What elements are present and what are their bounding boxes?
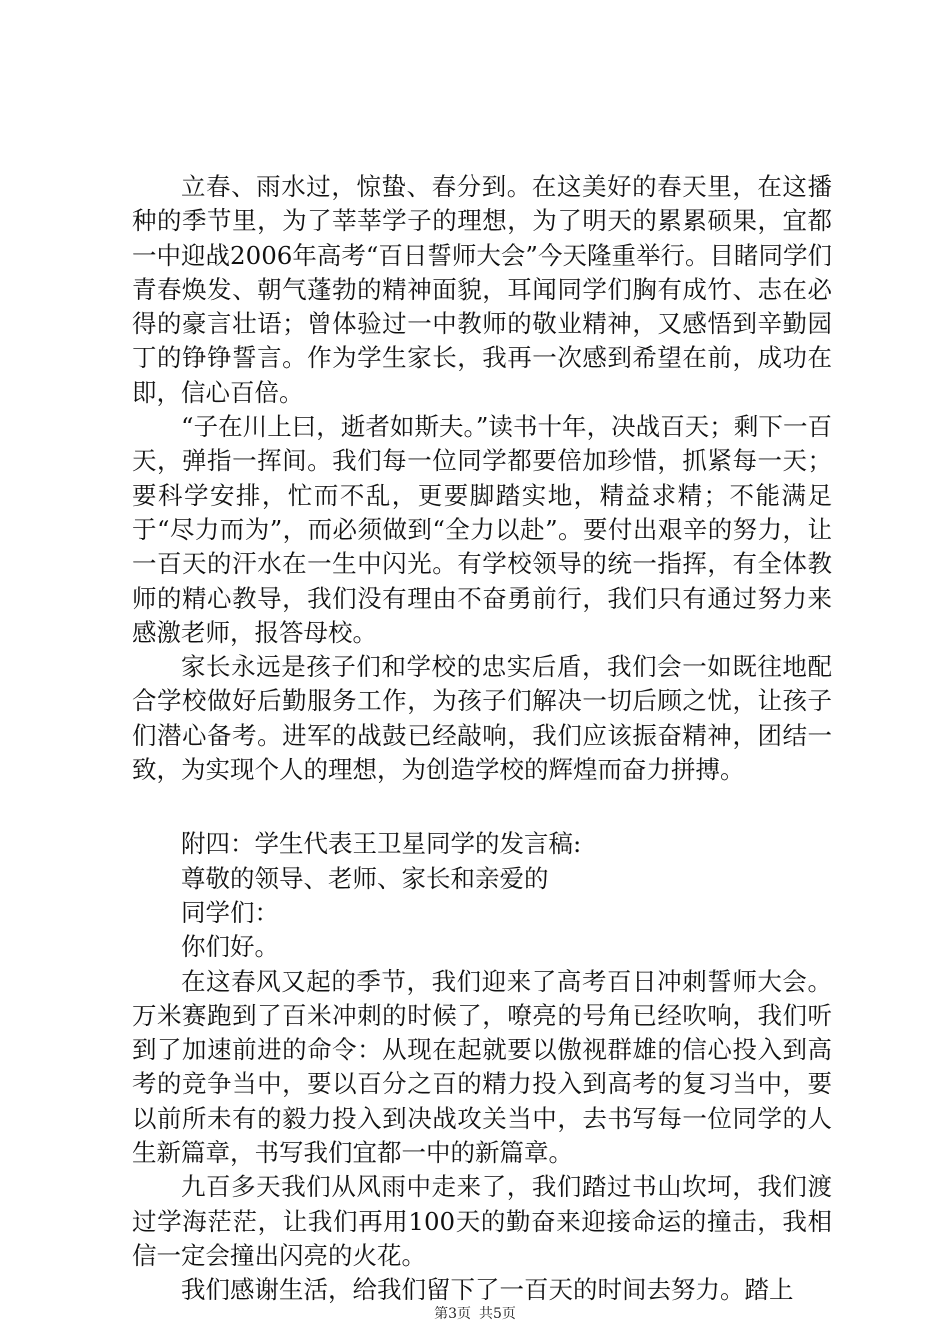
greeting: 你们好。 [181, 932, 279, 962]
paragraph-thanks: 我们感谢生活，给我们留下了一百天的时间去努力。踏上 [181, 1275, 794, 1305]
document-body [132, 170, 832, 1308]
paragraph-parents: 家长永远是孩子们和学校的忠实后盾，我们会一如既往地配合学校做好后勤服务工作，为孩子们解决一切后顾之忧，让孩子们潜心备考。进军的战鼓已经敲响，我们应该振奋精神，团结一致，为实现个人的理想，为创造学校的辉煌而奋力拼搏。 [132, 652, 832, 785]
paragraph-time: “子在川上曰，逝者如斯夫。”读书十年，决战百天；剩下一百天，弹指一挥间。我们每一位同学都要倍加珍惜，抓紧每一天；要科学安排，忙而不乱，更要脚踏实地，精益求精；不能满足于“尽力而为”，而必须做到“全力以赴”。要付出艰辛的努力，让一百天的汗水在一生中闪光。有学校领导的统一指挥，有全体教师的精心教导，我们没有理由不奋勇前行，我们只有通过努力来感激老师，报答母校。 [132, 412, 832, 647]
page-total: 共5页 [479, 1306, 516, 1322]
page-number: 第3页 [434, 1306, 471, 1322]
salutation-line-2: 同学们： [181, 897, 279, 927]
appendix-title: 附四：学生代表王卫星同学的发言稿: [181, 829, 582, 859]
paragraph-spring: 立春、雨水过，惊蛰、春分到。在这美好的春天里，在这播种的季节里，为了莘莘学子的理想，为了明天的累累硕果，宜都一中迎战2006年高考“百日誓师大会”今天隆重举行。目睹同学们青春焕发、朝气蓬勃的精神面貌，耳闻同学们胸有成竹、志在必得的豪言壮语；曾体验过一中教师的敬业精神，又感悟到辛勤园丁的铮铮誓言。作为学生家长，我再一次感到希望在前，成功在即，信心百倍。 [132, 172, 832, 407]
section-gap [132, 787, 832, 827]
page-footer [0, 1303, 950, 1323]
salutation-line-1: 尊敬的领导、老师、家长和亲爱的 [181, 863, 549, 893]
paragraph-journey: 九百多天我们从风雨中走来了，我们踏过书山坎坷，我们渡过学海茫茫，让我们再用100天的勤奋来迎接命运的撞击，我相信一定会撞出闪亮的火花。 [132, 1172, 832, 1270]
paragraph-rally: 在这春风又起的季节，我们迎来了高考百日冲刺誓师大会。万米赛跑到了百米冲刺的时候了，嘹亮的号角已经吹响，我们听到了加速前进的命令：从现在起就要以傲视群雄的信心投入到高考的竞争当中，要以百分之百的精力投入到高考的复习当中，要以前所未有的毅力投入到决战攻关当中，去书写每一位同学的人生新篇章，书写我们宜都一中的新篇章。 [132, 966, 832, 1168]
